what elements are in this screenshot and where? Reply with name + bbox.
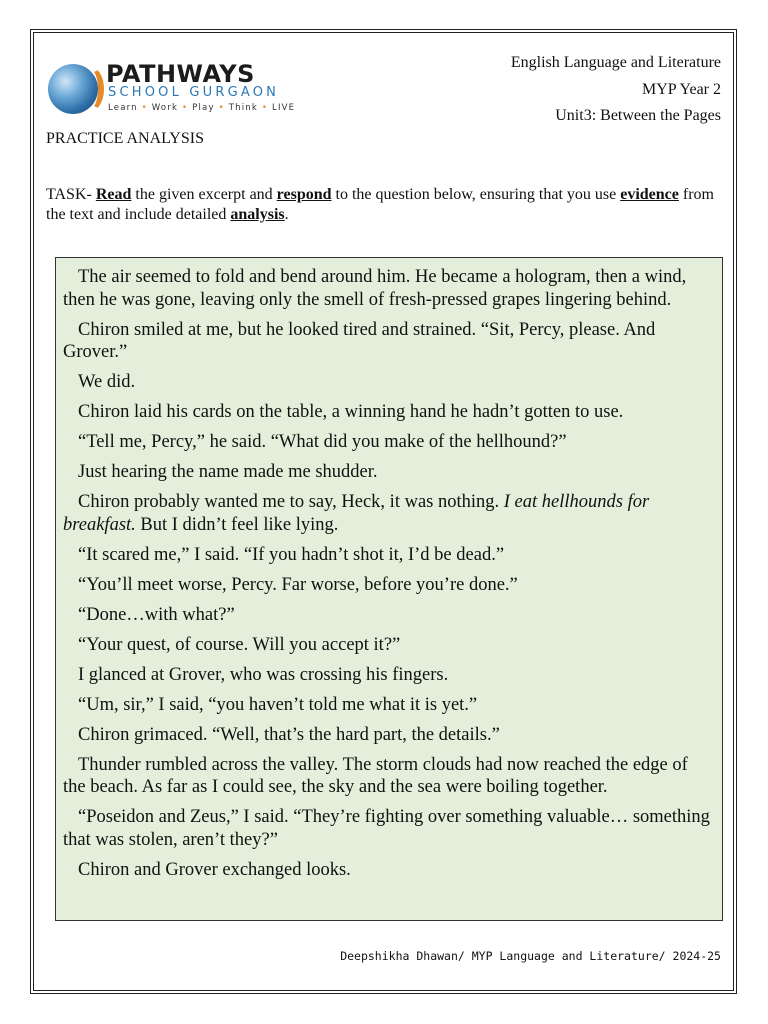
keyword-read: Read	[95, 186, 132, 203]
excerpt-paragraph: The air seemed to fold and bend around him. He became a hologram, then a wind, then he was gone, leaving only the smell of fresh-pressed grapes lingering behind.	[63, 267, 687, 310]
year-line: MYP Year 2	[642, 80, 721, 98]
excerpt-paragraph: Chiron smiled at me, but he looked tired and strained. “Sit, Percy, please. And Grover.”	[63, 319, 656, 362]
keyword-analysis: analysis	[230, 206, 285, 223]
logo-name: PATHWAYS	[106, 60, 255, 88]
excerpt-paragraph: “It scared me,” I said. “If you hadn’t shot it, I’d be dead.”	[78, 544, 505, 565]
excerpt-paragraph: Chiron and Grover exchanged looks.	[78, 859, 351, 880]
excerpt-paragraph: Chiron probably wanted me to say, Heck, it was nothing. I eat hellhounds for breakfast. But I didn’t feel like lying.	[63, 492, 650, 535]
header-info	[511, 50, 721, 130]
swoosh-icon	[78, 67, 104, 111]
unit-line: Unit3: Between the Pages	[555, 107, 721, 124]
excerpt-box	[55, 257, 723, 921]
tagline-word: Think	[228, 103, 258, 113]
excerpt-paragraph: I glanced at Grover, who was crossing his fingers.	[78, 664, 449, 685]
tagline-word: LIVE	[272, 103, 296, 113]
logo-subtitle: SCHOOL GURGAON	[108, 85, 280, 100]
excerpt-paragraph: “Um, sir,” I said, “you haven’t told me what it is yet.”	[78, 694, 478, 715]
task-instructions: TASK- Read the given excerpt and respond to the question below, ensuring that you use evidence from the text and include detailed analysis.	[46, 186, 714, 223]
footer-credit: Deepshikha Dhawan/ MYP Language and Literature/ 2024-25	[340, 949, 721, 963]
logo-tagline: Learn • Work • Play • Think • LIVE	[108, 103, 296, 113]
excerpt-paragraph: “Tell me, Percy,” he said. “What did you make of the hellhound?”	[78, 432, 567, 452]
tagline-word: Work	[151, 103, 179, 113]
excerpt-paragraph: “Your quest, of course. Will you accept it?”	[78, 634, 401, 655]
excerpt-paragraph: “Poseidon and Zeus,” I said. “They’re fighting over something valuable… something that was stolen, aren’t they?”	[63, 807, 710, 850]
subject-line: English Language and Literature	[510, 54, 721, 71]
excerpt-paragraph: Chiron grimaced. “Well, that’s the hard part, the details.”	[78, 724, 500, 745]
excerpt-paragraph: We did.	[78, 372, 136, 392]
excerpt-paragraph: “You’ll meet worse, Percy. Far worse, before you’re done.”	[78, 574, 518, 595]
keyword-evidence: evidence	[620, 186, 679, 203]
excerpt-paragraph: Just hearing the name made me shudder.	[78, 462, 378, 482]
excerpt-paragraph: Chiron laid his cards on the table, a winning hand he hadn’t gotten to use.	[78, 402, 624, 422]
italic-thought: I eat hellhounds for breakfast.	[63, 492, 650, 535]
excerpt-paragraph: “Done…with what?”	[78, 604, 235, 625]
tagline-word: Play	[192, 103, 215, 113]
keyword-respond: respond	[276, 186, 332, 203]
school-logo	[48, 62, 308, 118]
tagline-word: Learn	[108, 103, 138, 113]
excerpt-paragraph: Thunder rumbled across the valley. The storm clouds had now reached the edge of the beach. As far as I could see, the sky and the sea were boiling together.	[63, 754, 688, 797]
page-title: PRACTICE ANALYSIS	[46, 130, 204, 147]
